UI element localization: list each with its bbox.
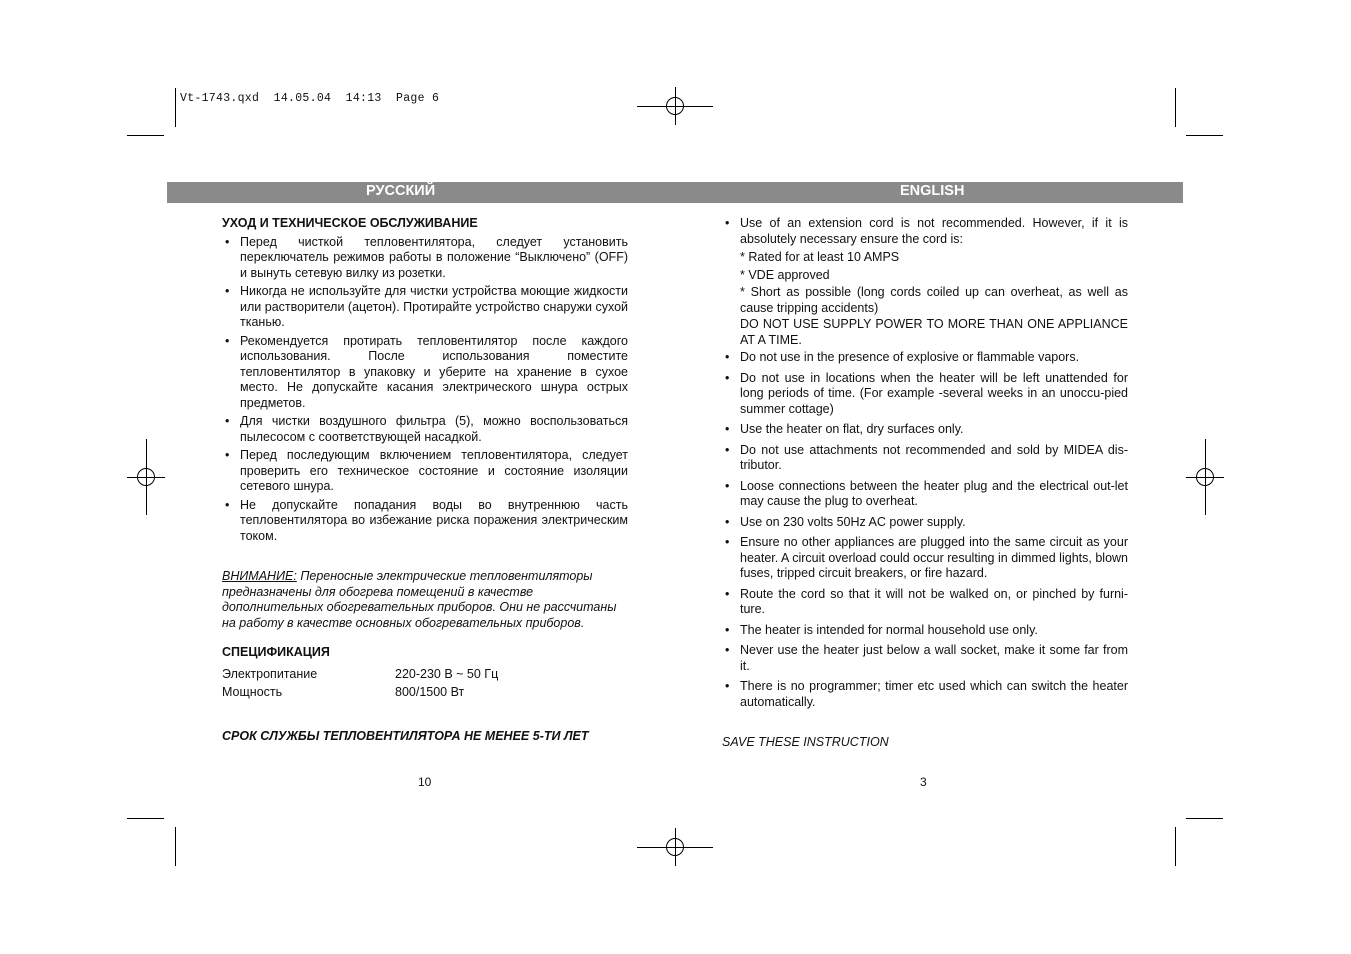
list-item: • Use the heater on flat, dry surfaces only. (722, 422, 1128, 438)
list-item: • The heater is intended for normal household use only. (722, 623, 1128, 639)
page-number-left: 10 (418, 775, 432, 789)
list-item: • Для чистки воздушного фильтра (5), можно воспользоваться пылесосом с соответствующей насадкой. (222, 414, 628, 445)
list-item: • Никогда не используйте для чистки устройства моющие жидкости или растворители (ацетон). Протирайте устройство снаружи сухой тканью. (222, 284, 628, 331)
spec-value: 220-230 В ~ 50 Гц (395, 666, 499, 681)
crop-mark (1186, 818, 1223, 819)
spec-label: Электропитание (222, 666, 318, 681)
printer-slug: Vt-1743.qxd 14.05.04 14:13 Page 6 (180, 92, 440, 105)
list-item: • Перед последующим включением тепловентилятора, следует проверить его техническое состояние и состояние изоляции сетевого шнура. (222, 448, 628, 495)
care-heading: УХОД И ТЕХНИЧЕСКОЕ ОБСЛУЖИВАНИЕ (222, 216, 478, 230)
crop-mark (175, 827, 176, 866)
warning-label: ВНИМАНИЕ: (222, 569, 297, 583)
list-item: • There is no programmer; timer etc used which can switch the heater automatically. (722, 679, 1128, 710)
en-column (722, 216, 1128, 751)
list-item: • Ensure no other appliances are plugged into the same circuit as your heater. A circuit overload could occur resulting in dimmed lights, blown fuses, tripped circuit breakers, or fire hazard. (722, 535, 1128, 582)
service-life-note: СРОК СЛУЖБЫ ТЕПЛОВЕНТИЛЯТОРА НЕ МЕНЕЕ 5-ТИ ЛЕТ (222, 728, 589, 743)
language-header-band (167, 182, 1183, 203)
list-item: • Не допускайте попадания воды во внутреннюю часть тепловентилятора во избежание риска поражения электрическим током. (222, 498, 628, 545)
warning-note (222, 569, 628, 631)
crop-mark (127, 135, 164, 136)
crop-mark (1175, 827, 1176, 866)
safety-list (722, 216, 1128, 247)
crop-mark (1175, 88, 1176, 127)
spec-heading: СПЕЦИФИКАЦИЯ (222, 645, 330, 659)
crop-mark (127, 818, 164, 819)
ru-column (222, 216, 628, 744)
cord-requirement: * VDE approved (740, 267, 830, 282)
list-item: • Do not use attachments not recommended and sold by MIDEA dis-tributor. (722, 443, 1128, 474)
cord-requirement: * Rated for at least 10 AMPS (740, 250, 900, 264)
list-item: • Do not use in the presence of explosive or flammable vapors. (722, 350, 1128, 366)
list-item: • Перед чисткой тепловентилятора, следует установить переключатель режимов работы в положение “Выключено” (OFF) и вынуть сетевую вилку из розетки. (222, 235, 628, 282)
list-item: • Route the cord so that it will not be walked on, or pinched by furni-ture. (722, 587, 1128, 618)
list-item: • Use of an extension cord is not recommended. However, if it is absolutely necessary ensure the cord is: (722, 216, 1128, 247)
save-instructions-note: SAVE THESE INSTRUCTION (722, 735, 889, 749)
list-item: • Use on 230 volts 50Hz AC power supply. (722, 515, 1128, 531)
list-item: • Loose connections between the heater plug and the electrical out-let may cause the plug to overheat. (722, 479, 1128, 510)
spec-row (222, 665, 628, 683)
warning-text: Переносные электрические тепловентиляторы предназначены для обогрева помещений в качестве дополнительных обогревательных приборов. Они не рассчитаны на работу в качестве основных обогревательных приборов. (222, 569, 617, 630)
crop-mark (175, 88, 176, 127)
safety-list (722, 350, 1128, 710)
list-item: • Do not use in locations when the heater will be left unattended for long periods of time. (For example -several weeks in an unoccu-pied summer cottage) (722, 371, 1128, 418)
ru-section-title: РУССКИЙ (366, 183, 436, 199)
spec-row (222, 683, 628, 701)
spec-value: 800/1500 Вт (395, 684, 465, 699)
spec-label: Мощность (222, 684, 283, 699)
cord-requirement: * Short as possible (long cords coiled up can overheat, as well as cause tripping accidents) (740, 285, 1128, 315)
supply-warning: DO NOT USE SUPPLY POWER TO MORE THAN ONE APPLIANCE AT A TIME. (740, 317, 1128, 347)
page-number-right: 3 (920, 775, 927, 789)
list-item: • Рекомендуется протирать тепловентилятор после каждого использования. После использования поместите тепловентилятор в упаковку и уберите на хранение в сухое место. Не допускайте касания электрического шнура острых предметов. (222, 334, 628, 412)
crop-mark (1186, 135, 1223, 136)
care-list (222, 235, 628, 545)
list-item: • Never use the heater just below a wall socket, make it some far from it. (722, 643, 1128, 674)
en-section-title: ENGLISH (900, 183, 965, 199)
